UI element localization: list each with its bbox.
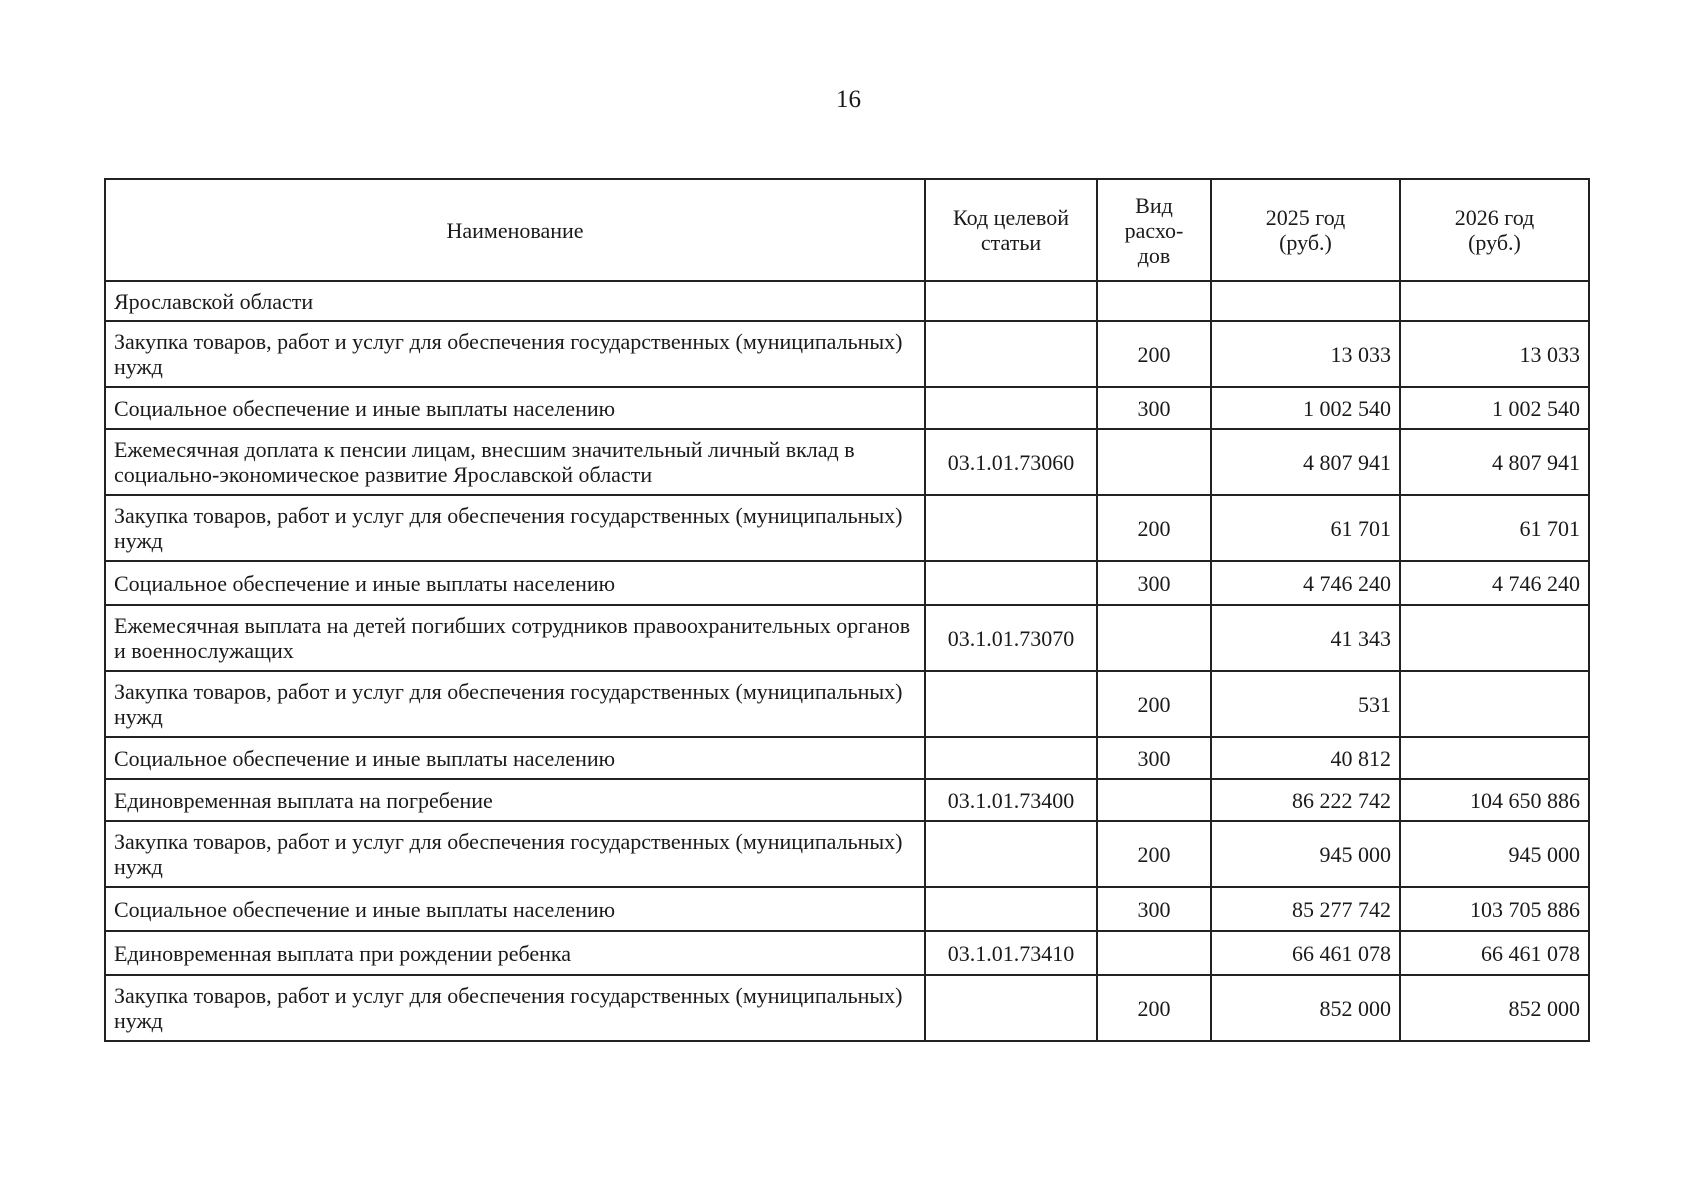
row-name: Ярославской области (105, 281, 925, 321)
row-amount-2026: 103 705 886 (1400, 887, 1589, 931)
row-code (925, 281, 1097, 321)
table-row (105, 887, 1589, 931)
table-row (105, 779, 1589, 821)
row-expense-type: 200 (1097, 975, 1211, 1041)
row-expense-type (1097, 429, 1211, 495)
row-amount-2026: 4 807 941 (1400, 429, 1589, 495)
row-amount-2025: 1 002 540 (1211, 387, 1400, 429)
table-row (105, 605, 1589, 671)
row-amount-2026: 13 033 (1400, 321, 1589, 387)
row-amount-2025: 852 000 (1211, 975, 1400, 1041)
header-name: Наименование (105, 179, 925, 281)
row-code (925, 321, 1097, 387)
table-row (105, 429, 1589, 495)
table-row (105, 321, 1589, 387)
row-expense-type (1097, 931, 1211, 975)
row-expense-type: 200 (1097, 495, 1211, 561)
row-name: Закупка товаров, работ и услуг для обеспечения государственных (муниципальных) нужд (105, 321, 925, 387)
row-expense-type: 300 (1097, 387, 1211, 429)
row-expense-type (1097, 779, 1211, 821)
row-expense-type (1097, 281, 1211, 321)
row-code (925, 821, 1097, 887)
table-header-row (105, 179, 1589, 281)
table-row (105, 387, 1589, 429)
table-row (105, 737, 1589, 779)
row-amount-2026 (1400, 737, 1589, 779)
row-expense-type: 300 (1097, 561, 1211, 605)
table-row (105, 671, 1589, 737)
row-code (925, 561, 1097, 605)
row-name: Закупка товаров, работ и услуг для обеспечения государственных (муниципальных) нужд (105, 975, 925, 1041)
row-name: Единовременная выплата при рождении ребенка (105, 931, 925, 975)
row-name: Единовременная выплата на погребение (105, 779, 925, 821)
row-name: Социальное обеспечение и иные выплаты населению (105, 561, 925, 605)
row-code (925, 671, 1097, 737)
row-code: 03.1.01.73410 (925, 931, 1097, 975)
header-expense-type: Вид расхо- дов (1097, 179, 1211, 281)
header-code: Код целевой статьи (925, 179, 1097, 281)
row-amount-2025: 41 343 (1211, 605, 1400, 671)
budget-table (104, 178, 1590, 1042)
row-code: 03.1.01.73070 (925, 605, 1097, 671)
table-row (105, 561, 1589, 605)
row-amount-2025: 4 746 240 (1211, 561, 1400, 605)
row-name: Социальное обеспечение и иные выплаты населению (105, 737, 925, 779)
row-expense-type (1097, 605, 1211, 671)
row-amount-2025 (1211, 281, 1400, 321)
row-expense-type: 200 (1097, 321, 1211, 387)
row-amount-2026 (1400, 605, 1589, 671)
row-amount-2026 (1400, 671, 1589, 737)
row-name: Социальное обеспечение и иные выплаты населению (105, 387, 925, 429)
header-2026: 2026 год (руб.) (1400, 179, 1589, 281)
row-code: 03.1.01.73060 (925, 429, 1097, 495)
table-row (105, 931, 1589, 975)
row-amount-2026 (1400, 281, 1589, 321)
row-amount-2025: 531 (1211, 671, 1400, 737)
row-code (925, 495, 1097, 561)
row-name: Ежемесячная выплата на детей погибших сотрудников правоохранительных органов и военнослужащих (105, 605, 925, 671)
row-amount-2026: 4 746 240 (1400, 561, 1589, 605)
row-expense-type: 300 (1097, 887, 1211, 931)
row-code (925, 887, 1097, 931)
row-code (925, 737, 1097, 779)
row-expense-type: 200 (1097, 821, 1211, 887)
row-amount-2025: 66 461 078 (1211, 931, 1400, 975)
row-amount-2026: 1 002 540 (1400, 387, 1589, 429)
row-amount-2025: 4 807 941 (1211, 429, 1400, 495)
row-amount-2026: 104 650 886 (1400, 779, 1589, 821)
row-amount-2025: 86 222 742 (1211, 779, 1400, 821)
row-amount-2025: 61 701 (1211, 495, 1400, 561)
row-name: Ежемесячная доплата к пенсии лицам, внесшим значительный личный вклад в социально-экономическое развитие Ярославской области (105, 429, 925, 495)
row-amount-2025: 13 033 (1211, 321, 1400, 387)
row-name: Социальное обеспечение и иные выплаты населению (105, 887, 925, 931)
row-amount-2026: 61 701 (1400, 495, 1589, 561)
row-name: Закупка товаров, работ и услуг для обеспечения государственных (муниципальных) нужд (105, 671, 925, 737)
page-number: 16 (836, 86, 861, 113)
row-amount-2025: 85 277 742 (1211, 887, 1400, 931)
row-code (925, 387, 1097, 429)
row-amount-2025: 945 000 (1211, 821, 1400, 887)
header-2025: 2025 год (руб.) (1211, 179, 1400, 281)
row-expense-type: 300 (1097, 737, 1211, 779)
table-row (105, 975, 1589, 1041)
row-amount-2026: 66 461 078 (1400, 931, 1589, 975)
row-name: Закупка товаров, работ и услуг для обеспечения государственных (муниципальных) нужд (105, 821, 925, 887)
table-row (105, 495, 1589, 561)
row-amount-2026: 945 000 (1400, 821, 1589, 887)
row-expense-type: 200 (1097, 671, 1211, 737)
row-code: 03.1.01.73400 (925, 779, 1097, 821)
table-row (105, 281, 1589, 321)
row-amount-2026: 852 000 (1400, 975, 1589, 1041)
row-name: Закупка товаров, работ и услуг для обеспечения государственных (муниципальных) нужд (105, 495, 925, 561)
table-row (105, 821, 1589, 887)
row-amount-2025: 40 812 (1211, 737, 1400, 779)
row-code (925, 975, 1097, 1041)
